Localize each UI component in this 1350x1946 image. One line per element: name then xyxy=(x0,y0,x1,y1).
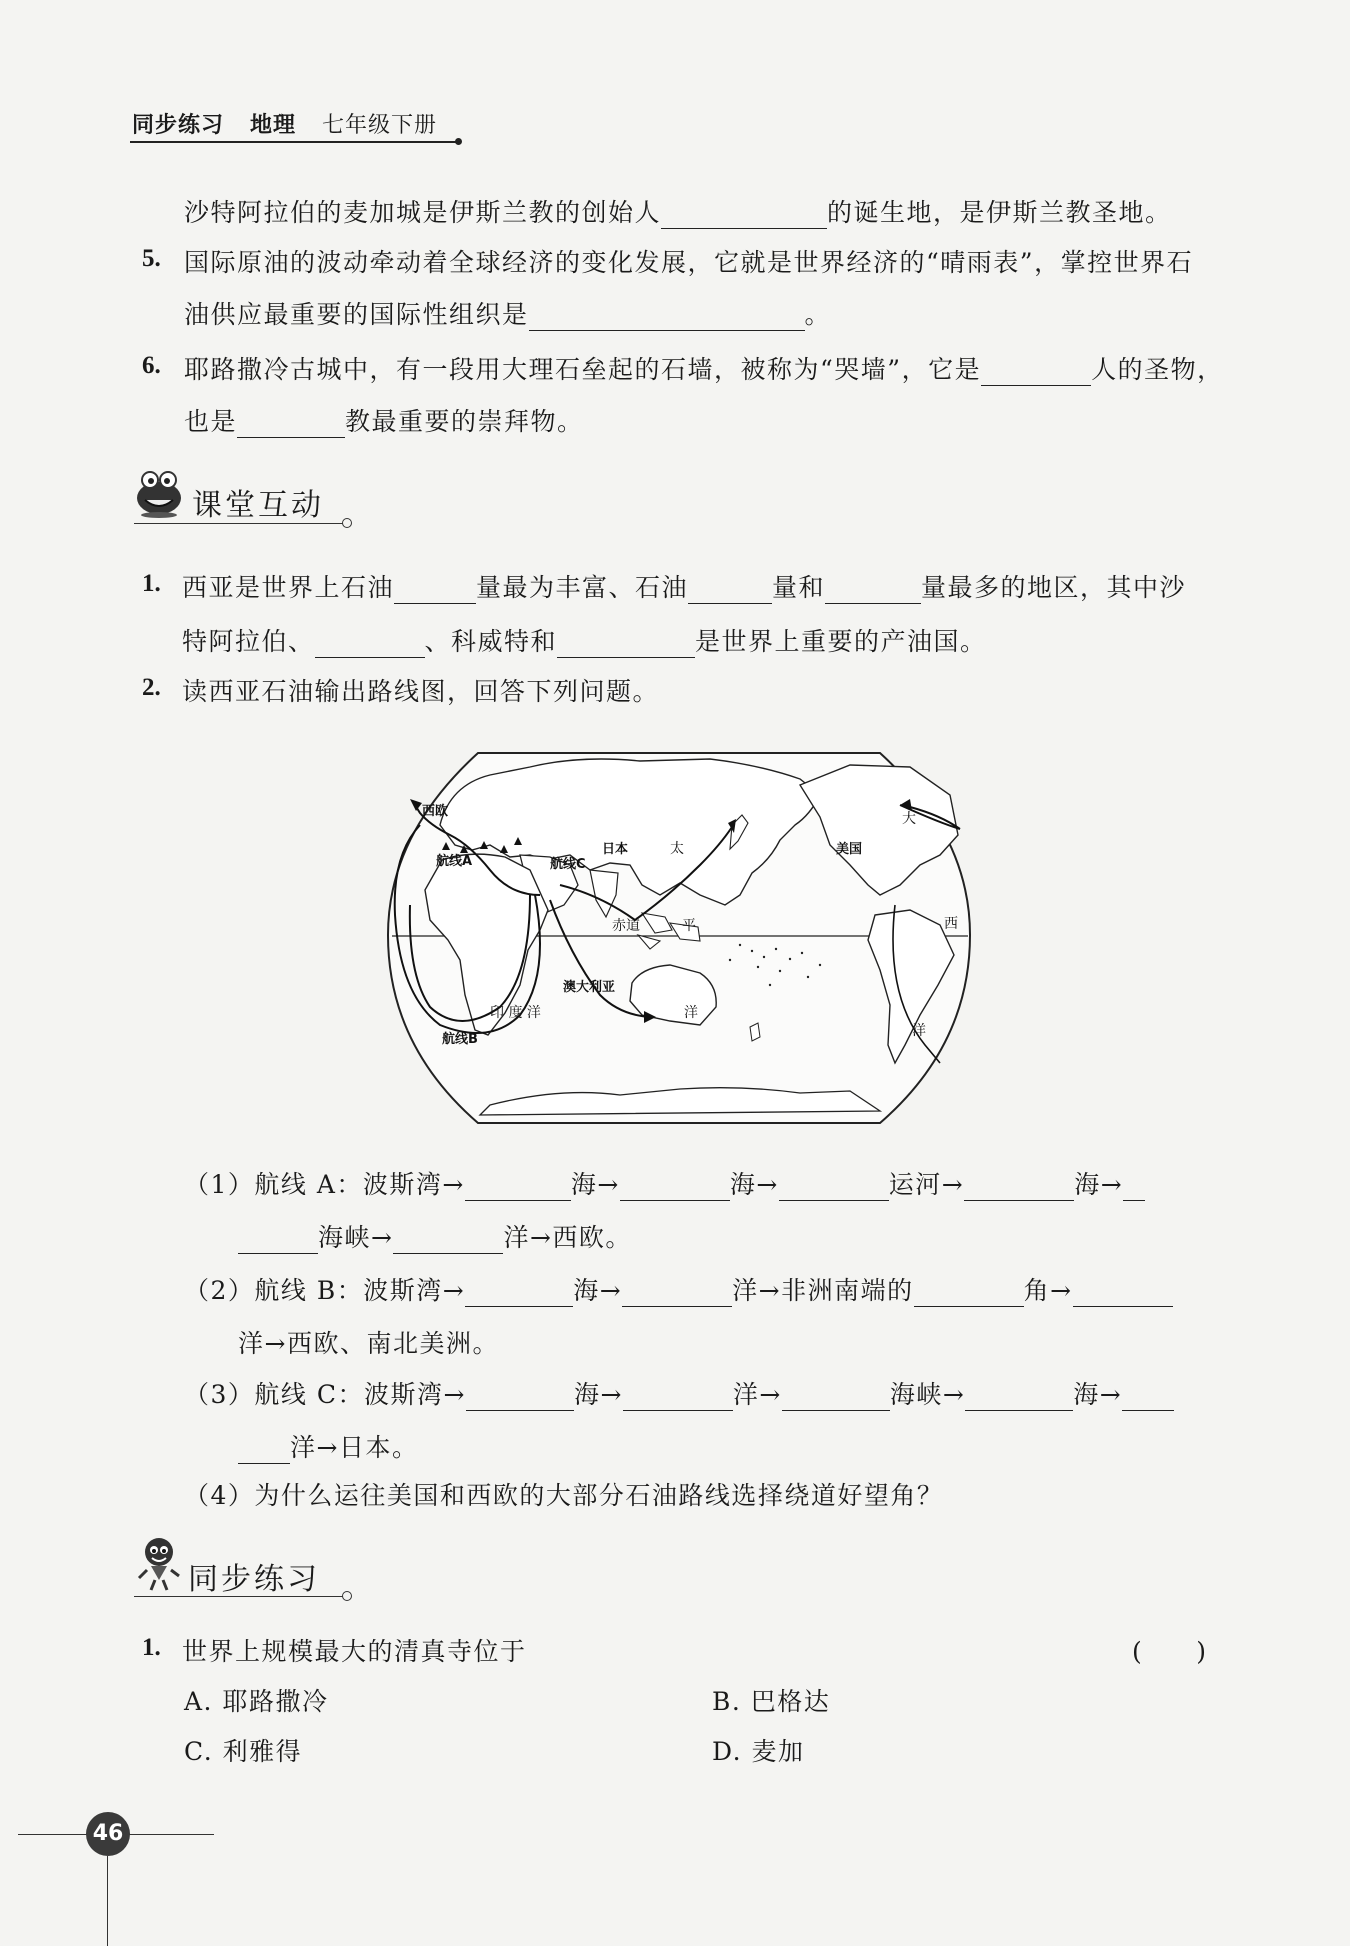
answer-blank[interactable] xyxy=(393,1227,503,1254)
route-a-line-2: 海峡→ 洋→西欧。 xyxy=(238,1218,632,1254)
line-1: 沙特阿拉伯的麦加城是伊斯兰教的创始人 的诞生地，是伊斯兰教圣地。 xyxy=(184,198,1172,227)
q6-number: 6. xyxy=(142,352,161,379)
q6-line-2: 也是 教最重要的崇拜物。 xyxy=(184,407,584,436)
answer-paren[interactable]: ( ) xyxy=(1132,1637,1208,1666)
cw-q2-number: 2. xyxy=(142,674,161,701)
option-a[interactable]: A. 耶路撒冷 xyxy=(184,1687,329,1716)
page-number: 46 xyxy=(86,1812,130,1856)
header-series: 同步练习 xyxy=(132,113,225,138)
section-underline xyxy=(134,523,344,524)
answer-blank[interactable] xyxy=(825,577,921,604)
answer-blank[interactable] xyxy=(315,631,425,658)
section-title-practice: 同步练习 xyxy=(188,1562,320,1597)
label-equator: 赤道 xyxy=(612,918,640,934)
option-b[interactable]: B. 巴格达 xyxy=(712,1687,831,1716)
label-indian-ocean: 印 度 洋 xyxy=(490,1005,541,1021)
answer-blank[interactable] xyxy=(623,1384,733,1411)
section-underline xyxy=(134,1596,344,1597)
answer-blank[interactable] xyxy=(981,359,1091,386)
answer-blank[interactable] xyxy=(1123,1174,1145,1201)
answer-blank[interactable] xyxy=(620,1174,730,1201)
pr-q1-text: 世界上规模最大的清真寺位于 xyxy=(182,1637,527,1666)
label-usa: 美国 xyxy=(836,842,863,857)
label-tai: 太 xyxy=(670,841,684,857)
route-b-line-1: （2）航线 B：波斯湾→ 海→ 洋→非洲南端的 角→ xyxy=(184,1271,1173,1307)
route-b-line-2: 洋→西欧、南北美洲。 xyxy=(238,1329,499,1358)
answer-blank[interactable] xyxy=(465,1280,573,1307)
label-route-c: 航线C xyxy=(550,857,586,872)
label-route-a: 航线A xyxy=(436,854,473,869)
route-q4: （4）为什么运往美国和西欧的大部分石油路线选择绕道好望角？ xyxy=(184,1481,944,1510)
route-c-line-1: （3）航线 C：波斯湾→ 海→ 洋→ 海峡→ 海→ xyxy=(184,1375,1174,1411)
mascot-icon xyxy=(133,468,185,518)
cw-q1-line-1: 西亚是世界上石油 量最为丰富、石油 量和 量最多的地区，其中沙 xyxy=(182,573,1187,602)
header-grade: 七年级下册 xyxy=(322,113,438,138)
answer-blank[interactable] xyxy=(465,1174,571,1201)
mascot-icon xyxy=(133,1534,185,1592)
label-yang: 洋 xyxy=(684,1005,698,1021)
cw-q1-number: 1. xyxy=(142,570,161,597)
header-subject: 地理 xyxy=(250,113,297,138)
option-c[interactable]: C. 利雅得 xyxy=(184,1737,303,1766)
q5-line-2: 油供应最重要的国际性组织是 。 xyxy=(184,300,832,329)
answer-blank[interactable] xyxy=(688,577,772,604)
answer-blank[interactable] xyxy=(529,304,805,331)
oil-route-map xyxy=(380,745,980,1129)
label-australia: 澳大利亚 xyxy=(563,980,616,995)
answer-blank[interactable] xyxy=(622,1280,732,1307)
pr-q1-number: 1. xyxy=(142,1634,161,1661)
label-ping: 平 xyxy=(682,918,696,934)
route-c-line-2: 洋→日本。 xyxy=(238,1428,418,1464)
section-dot xyxy=(342,518,352,528)
label-yang2: 洋 xyxy=(912,1023,926,1039)
q6-line-1: 耶路撒冷古城中，有一段用大理石垒起的石墙，被称为“哭墙”，它是 人的圣物， xyxy=(184,355,1224,384)
cw-q1-line-2: 特阿拉伯、 、科威特和 是世界上重要的产油国。 xyxy=(182,627,987,656)
answer-blank[interactable] xyxy=(466,1384,574,1411)
header-underline xyxy=(130,141,458,143)
answer-blank[interactable] xyxy=(238,1227,318,1254)
answer-blank[interactable] xyxy=(237,411,345,438)
cw-q2-text: 读西亚石油输出路线图，回答下列问题。 xyxy=(182,677,660,706)
q5-line-1: 国际原油的波动牵动着全球经济的变化发展，它就是世界经济的“晴雨表”，掌控世界石 xyxy=(184,248,1194,277)
answer-blank[interactable] xyxy=(1122,1384,1174,1411)
answer-blank[interactable] xyxy=(394,577,476,604)
answer-blank[interactable] xyxy=(782,1384,890,1411)
answer-blank[interactable] xyxy=(779,1174,889,1201)
answer-blank[interactable] xyxy=(965,1384,1073,1411)
label-route-b: 航线B xyxy=(442,1032,478,1047)
label-da: 大 xyxy=(902,811,916,827)
route-a-line-1: （1）航线 A：波斯湾→ 海→ 海→ 运河→ 海→ xyxy=(184,1165,1145,1201)
label-xi: 西 xyxy=(944,916,958,932)
q5-number: 5. xyxy=(142,245,161,272)
answer-blank[interactable] xyxy=(238,1437,290,1464)
option-d[interactable]: D. 麦加 xyxy=(712,1737,805,1766)
section-dot xyxy=(342,1591,352,1601)
answer-blank[interactable] xyxy=(914,1280,1024,1307)
answer-blank[interactable] xyxy=(661,202,827,229)
footer-vline xyxy=(107,1856,108,1946)
answer-blank[interactable] xyxy=(964,1174,1074,1201)
answer-blank[interactable] xyxy=(1073,1280,1173,1307)
label-japan: 日本 xyxy=(602,842,629,857)
header-dot xyxy=(455,138,462,145)
page-header xyxy=(132,108,437,139)
section-title-classwork: 课堂互动 xyxy=(192,488,324,523)
label-west-europe: 西欧 xyxy=(422,804,449,819)
answer-blank[interactable] xyxy=(557,631,695,658)
